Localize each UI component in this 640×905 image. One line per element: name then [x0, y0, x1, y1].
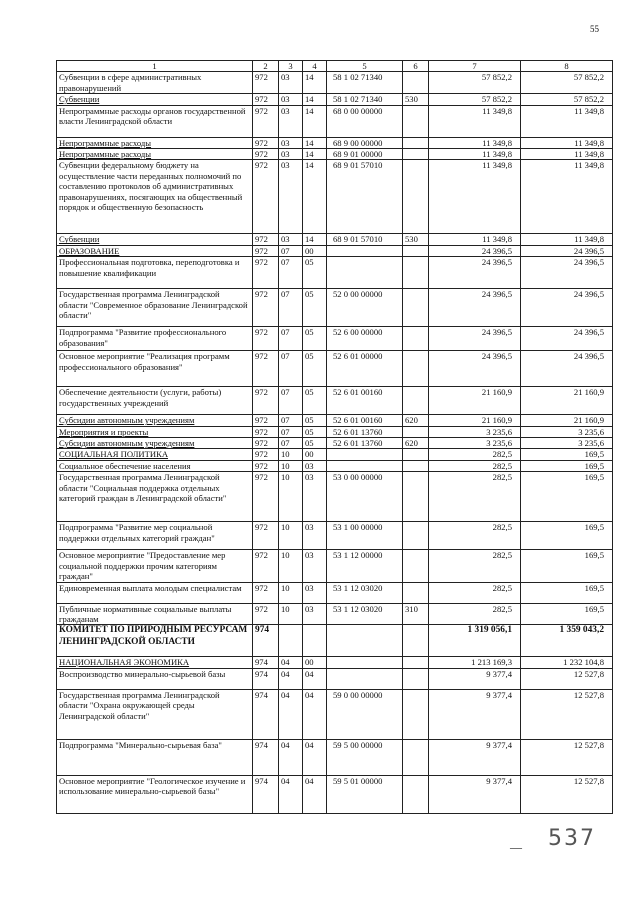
row-value-cell: 57 852,2 [521, 94, 613, 105]
row-value-cell [403, 550, 429, 582]
row-value-cell: 14 [303, 149, 327, 160]
table-row [57, 657, 613, 668]
row-value-cell: 03 [279, 234, 303, 245]
row-value-cell: 07 [279, 327, 303, 351]
row-value-cell [327, 668, 403, 689]
row-value-cell [403, 72, 429, 94]
row-value-cell [279, 625, 303, 657]
row-value-cell: 03 [303, 603, 327, 625]
row-value-cell: 03 [303, 550, 327, 582]
row-value-cell: 1 359 043,2 [521, 625, 613, 657]
row-value-cell: 11 349,8 [429, 105, 521, 137]
row-value-cell: 59 5 01 00000 [327, 775, 403, 813]
row-value-cell: 11 349,8 [521, 105, 613, 137]
row-value-cell: 24 396,5 [429, 245, 521, 256]
row-value-cell: 10 [279, 449, 303, 460]
row-value-cell: 11 349,8 [521, 234, 613, 245]
row-name-text: ОБРАЗОВАНИЕ [59, 245, 120, 256]
row-value-cell: 3 235,6 [521, 426, 613, 437]
row-value-cell: 12 527,8 [521, 775, 613, 813]
row-value-cell: 24 396,5 [521, 351, 613, 387]
row-value-cell [403, 689, 429, 739]
row-value-cell: 14 [303, 137, 327, 148]
row-value-cell: 972 [253, 289, 279, 327]
row-value-cell: 57 852,2 [429, 72, 521, 94]
row-value-cell: 974 [253, 689, 279, 739]
row-value-cell: 972 [253, 72, 279, 94]
row-name-text: Субвенции [59, 234, 100, 245]
table-row [57, 460, 613, 471]
header-cell: 2 [253, 61, 279, 72]
row-value-cell [403, 149, 429, 160]
row-value-cell: 282,5 [429, 472, 521, 522]
row-name-cell: Государственная программа Ленинградской области "Социальная поддержка отдельных категорий граждан в Ленинградской области" [57, 472, 253, 522]
row-value-cell: 21 160,9 [521, 415, 613, 426]
row-value-cell [327, 257, 403, 289]
row-value-cell: 21 160,9 [521, 387, 613, 415]
row-value-cell: 00 [303, 657, 327, 668]
row-value-cell: 974 [253, 775, 279, 813]
table-row [57, 160, 613, 234]
table-row [57, 668, 613, 689]
row-name-cell: Подпрограмма "Развитие мер социальной поддержки отдельных категорий граждан" [57, 522, 253, 550]
row-value-cell: 58 1 02 71340 [327, 72, 403, 94]
row-name-text: Мероприятия и проекты [59, 426, 149, 437]
row-value-cell [327, 625, 403, 657]
row-name-cell: Государственная программа Ленинградской области "Современное образование Ленинградской области" [57, 289, 253, 327]
row-value-cell: 68 0 00 00000 [327, 105, 403, 137]
row-value-cell: 972 [253, 137, 279, 148]
row-value-cell: 11 349,8 [521, 149, 613, 160]
row-value-cell: 10 [279, 582, 303, 603]
row-value-cell: 169,5 [521, 460, 613, 471]
row-value-cell: 974 [253, 657, 279, 668]
row-value-cell: 310 [403, 603, 429, 625]
row-value-cell: 3 235,6 [521, 438, 613, 449]
row-value-cell: 974 [253, 625, 279, 657]
row-value-cell: 972 [253, 438, 279, 449]
row-value-cell [403, 657, 429, 668]
row-name-cell: Основное мероприятие "Реализация программ профессионального образования" [57, 351, 253, 387]
row-value-cell: 53 0 00 00000 [327, 472, 403, 522]
table-row [57, 415, 613, 426]
table-row [57, 105, 613, 137]
row-name-cell [57, 438, 253, 449]
row-value-cell: 972 [253, 449, 279, 460]
row-value-cell: 620 [403, 415, 429, 426]
row-value-cell: 9 377,4 [429, 739, 521, 775]
header-cell: 7 [429, 61, 521, 72]
row-value-cell [403, 137, 429, 148]
table-row [57, 438, 613, 449]
table-row [57, 257, 613, 289]
row-value-cell: 282,5 [429, 460, 521, 471]
row-value-cell [403, 472, 429, 522]
row-value-cell [403, 449, 429, 460]
row-value-cell: 972 [253, 245, 279, 256]
row-value-cell [403, 245, 429, 256]
row-value-cell: 07 [279, 257, 303, 289]
row-value-cell: 12 527,8 [521, 739, 613, 775]
header-cell: 6 [403, 61, 429, 72]
row-value-cell: 03 [303, 582, 327, 603]
row-value-cell: 11 349,8 [429, 137, 521, 148]
row-name-cell: Непрограммные расходы органов государственной власти Ленинградской области [57, 105, 253, 137]
table-row [57, 522, 613, 550]
header-cell: 4 [303, 61, 327, 72]
row-value-cell [403, 257, 429, 289]
row-value-cell: 972 [253, 426, 279, 437]
table-header-row [57, 61, 613, 72]
row-value-cell [403, 426, 429, 437]
row-value-cell: 169,5 [521, 603, 613, 625]
row-name-text: Непрограммные расходы [59, 137, 152, 148]
table-row [57, 149, 613, 160]
row-value-cell: 530 [403, 234, 429, 245]
row-value-cell: 58 1 02 71340 [327, 94, 403, 105]
row-value-cell: 59 5 00 00000 [327, 739, 403, 775]
row-value-cell: 05 [303, 387, 327, 415]
row-value-cell: 07 [279, 289, 303, 327]
table-row [57, 327, 613, 351]
row-value-cell: 24 396,5 [429, 289, 521, 327]
row-value-cell: 04 [303, 739, 327, 775]
row-value-cell: 04 [303, 689, 327, 739]
row-value-cell: 52 6 01 00000 [327, 351, 403, 387]
row-value-cell: 24 396,5 [521, 257, 613, 289]
row-value-cell: 68 9 00 00000 [327, 137, 403, 148]
row-value-cell: 169,5 [521, 550, 613, 582]
table-row [57, 351, 613, 387]
row-value-cell: 169,5 [521, 472, 613, 522]
row-value-cell: 10 [279, 603, 303, 625]
table-row [57, 550, 613, 582]
row-name-cell: Единовременная выплата молодым специалистам [57, 582, 253, 603]
table-row [57, 472, 613, 522]
row-name-cell [57, 234, 253, 245]
row-value-cell: 3 235,6 [429, 426, 521, 437]
row-value-cell [403, 668, 429, 689]
row-value-cell [403, 327, 429, 351]
row-value-cell: 972 [253, 472, 279, 522]
footer-dash: — [510, 840, 522, 854]
table-row [57, 94, 613, 105]
row-value-cell [403, 105, 429, 137]
table-row [57, 582, 613, 603]
row-value-cell: 68 9 01 57010 [327, 234, 403, 245]
row-value-cell: 10 [279, 550, 303, 582]
row-value-cell [403, 582, 429, 603]
row-value-cell: 3 235,6 [429, 438, 521, 449]
row-name-text: НАЦИОНАЛЬНАЯ ЭКОНОМИКА [59, 657, 190, 668]
header-cell: 8 [521, 61, 613, 72]
row-value-cell: 04 [279, 775, 303, 813]
row-value-cell: 14 [303, 160, 327, 234]
row-value-cell: 05 [303, 426, 327, 437]
row-value-cell: 972 [253, 234, 279, 245]
row-value-cell [403, 522, 429, 550]
row-value-cell: 169,5 [521, 522, 613, 550]
row-value-cell: 03 [303, 472, 327, 522]
row-value-cell: 53 1 00 00000 [327, 522, 403, 550]
row-value-cell [403, 775, 429, 813]
row-value-cell: 03 [303, 522, 327, 550]
row-name-cell [57, 94, 253, 105]
row-value-cell: 11 349,8 [429, 160, 521, 234]
row-value-cell: 03 [279, 160, 303, 234]
row-name-text: Субсидии автономным учреждениям [59, 415, 195, 426]
row-value-cell: 14 [303, 72, 327, 94]
row-value-cell: 1 319 056,1 [429, 625, 521, 657]
row-value-cell: 620 [403, 438, 429, 449]
row-name-cell: Публичные нормативные социальные выплаты гражданам [57, 603, 253, 625]
row-value-cell: 12 527,8 [521, 668, 613, 689]
table-row [57, 426, 613, 437]
row-value-cell: 21 160,9 [429, 415, 521, 426]
row-value-cell: 282,5 [429, 582, 521, 603]
row-name-text: Субсидии автономным учреждениям [59, 438, 195, 449]
row-value-cell: 972 [253, 522, 279, 550]
row-name-cell: КОМИТЕТ ПО ПРИРОДНЫМ РЕСУРСАМ ЛЕНИНГРАДСКОЙ ОБЛАСТИ [57, 625, 253, 657]
row-value-cell: 59 0 00 00000 [327, 689, 403, 739]
row-value-cell: 972 [253, 149, 279, 160]
row-value-cell [327, 657, 403, 668]
footer-stamp: 537 [548, 826, 596, 851]
row-value-cell: 14 [303, 105, 327, 137]
row-value-cell: 972 [253, 415, 279, 426]
row-value-cell: 07 [279, 387, 303, 415]
table-row [57, 625, 613, 657]
row-value-cell [303, 625, 327, 657]
row-value-cell: 05 [303, 438, 327, 449]
row-value-cell: 972 [253, 460, 279, 471]
row-value-cell [403, 160, 429, 234]
row-value-cell [403, 387, 429, 415]
row-value-cell: 282,5 [429, 550, 521, 582]
row-value-cell: 03 [279, 94, 303, 105]
row-value-cell: 169,5 [521, 449, 613, 460]
row-value-cell: 04 [303, 668, 327, 689]
row-name-cell: Основное мероприятие "Предоставление мер социальной поддержки прочим категориям граждан" [57, 550, 253, 582]
row-value-cell: 05 [303, 327, 327, 351]
row-value-cell: 24 396,5 [521, 289, 613, 327]
row-value-cell: 972 [253, 387, 279, 415]
row-value-cell [403, 460, 429, 471]
row-value-cell: 12 527,8 [521, 689, 613, 739]
row-name-cell [57, 426, 253, 437]
row-value-cell: 04 [279, 668, 303, 689]
row-value-cell: 03 [279, 137, 303, 148]
row-name-cell [57, 415, 253, 426]
table-row [57, 387, 613, 415]
row-value-cell: 11 349,8 [521, 160, 613, 234]
row-name-cell: Социальное обеспечение населения [57, 460, 253, 471]
row-value-cell: 972 [253, 603, 279, 625]
row-value-cell: 05 [303, 351, 327, 387]
row-value-cell: 52 6 01 00160 [327, 415, 403, 426]
row-value-cell: 03 [279, 105, 303, 137]
row-value-cell: 9 377,4 [429, 668, 521, 689]
row-value-cell: 10 [279, 460, 303, 471]
row-value-cell: 24 396,5 [429, 351, 521, 387]
row-value-cell: 282,5 [429, 449, 521, 460]
row-value-cell: 282,5 [429, 522, 521, 550]
table-row [57, 137, 613, 148]
header-cell: 3 [279, 61, 303, 72]
row-value-cell: 972 [253, 327, 279, 351]
row-value-cell: 10 [279, 522, 303, 550]
table-row [57, 603, 613, 625]
table-row [57, 449, 613, 460]
row-value-cell: 68 9 01 00000 [327, 149, 403, 160]
row-value-cell: 52 6 01 13760 [327, 426, 403, 437]
row-value-cell: 04 [279, 739, 303, 775]
row-value-cell: 11 349,8 [521, 137, 613, 148]
table-row [57, 689, 613, 739]
page-number: 55 [590, 24, 599, 34]
row-value-cell: 1 213 169,3 [429, 657, 521, 668]
row-value-cell: 52 6 01 13760 [327, 438, 403, 449]
row-value-cell: 07 [279, 426, 303, 437]
table-row [57, 289, 613, 327]
row-value-cell [327, 245, 403, 256]
row-value-cell: 53 1 12 03020 [327, 603, 403, 625]
row-name-cell [57, 149, 253, 160]
row-name-cell: Субвенции федеральному бюджету на осуществление части переданных полномочий по составлению протоколов об административных правонарушениях, посягающих на общественный порядок и общественную безопасность [57, 160, 253, 234]
row-value-cell: 24 396,5 [521, 327, 613, 351]
row-value-cell: 972 [253, 94, 279, 105]
row-value-cell: 972 [253, 105, 279, 137]
row-value-cell: 974 [253, 739, 279, 775]
row-value-cell: 03 [279, 149, 303, 160]
row-value-cell: 530 [403, 94, 429, 105]
row-value-cell: 974 [253, 668, 279, 689]
row-value-cell: 972 [253, 582, 279, 603]
row-value-cell: 14 [303, 94, 327, 105]
row-value-cell: 04 [279, 689, 303, 739]
row-value-cell: 04 [279, 657, 303, 668]
row-value-cell: 24 396,5 [521, 245, 613, 256]
row-value-cell: 14 [303, 234, 327, 245]
row-name-text: Субвенции [59, 94, 100, 105]
row-value-cell: 11 349,8 [429, 234, 521, 245]
header-cell: 5 [327, 61, 403, 72]
header-cell: 1 [57, 61, 253, 72]
row-value-cell: 04 [303, 775, 327, 813]
row-value-cell: 53 1 12 03020 [327, 582, 403, 603]
row-value-cell [327, 460, 403, 471]
table-row [57, 245, 613, 256]
row-value-cell: 10 [279, 472, 303, 522]
row-name-cell: Обеспечение деятельности (услуги, работы) государственных учреждений [57, 387, 253, 415]
row-value-cell: 57 852,2 [429, 94, 521, 105]
row-value-cell [403, 625, 429, 657]
row-name-cell: Подпрограмма "Минерально-сырьевая база" [57, 739, 253, 775]
row-value-cell: 05 [303, 257, 327, 289]
row-value-cell: 24 396,5 [429, 327, 521, 351]
table-row [57, 72, 613, 94]
budget-table [56, 60, 613, 814]
row-value-cell [403, 289, 429, 327]
row-value-cell: 11 349,8 [429, 149, 521, 160]
table-row [57, 739, 613, 775]
row-value-cell [403, 351, 429, 387]
row-value-cell: 972 [253, 351, 279, 387]
row-value-cell: 05 [303, 415, 327, 426]
row-value-cell: 21 160,9 [429, 387, 521, 415]
row-value-cell: 282,5 [429, 603, 521, 625]
row-value-cell: 07 [279, 351, 303, 387]
row-value-cell: 9 377,4 [429, 689, 521, 739]
row-value-cell: 00 [303, 245, 327, 256]
row-name-text: Непрограммные расходы [59, 149, 152, 160]
row-value-cell: 972 [253, 550, 279, 582]
row-value-cell: 07 [279, 438, 303, 449]
row-value-cell: 07 [279, 245, 303, 256]
row-name-cell [57, 449, 253, 460]
table-row [57, 775, 613, 813]
row-value-cell: 03 [279, 72, 303, 94]
row-name-cell: Профессиональная подготовка, переподготовка и повышение квалификации [57, 257, 253, 289]
row-name-cell [57, 137, 253, 148]
row-value-cell: 57 852,2 [521, 72, 613, 94]
row-name-cell [57, 245, 253, 256]
row-value-cell: 03 [303, 460, 327, 471]
row-value-cell: 52 6 00 00000 [327, 327, 403, 351]
row-value-cell: 07 [279, 415, 303, 426]
row-value-cell: 1 232 104,8 [521, 657, 613, 668]
row-value-cell: 52 6 01 00160 [327, 387, 403, 415]
row-value-cell: 53 1 12 00000 [327, 550, 403, 582]
row-value-cell [403, 739, 429, 775]
row-name-cell: Подпрограмма "Развитие профессионального образования" [57, 327, 253, 351]
row-name-cell [57, 657, 253, 668]
row-value-cell: 169,5 [521, 582, 613, 603]
row-name-cell: Государственная программа Ленинградской области "Охрана окружающей среды Ленинградской области" [57, 689, 253, 739]
row-value-cell: 00 [303, 449, 327, 460]
row-name-cell: Основное мероприятие "Геологическое изучение и использование минерально-сырьевой базы" [57, 775, 253, 813]
row-value-cell: 05 [303, 289, 327, 327]
row-value-cell: 68 9 01 57010 [327, 160, 403, 234]
row-value-cell: 52 0 00 00000 [327, 289, 403, 327]
row-value-cell [327, 449, 403, 460]
row-name-cell: Субвенции в сфере административных правонарушений [57, 72, 253, 94]
row-value-cell: 972 [253, 257, 279, 289]
row-value-cell: 972 [253, 160, 279, 234]
row-value-cell: 9 377,4 [429, 775, 521, 813]
table-row [57, 234, 613, 245]
row-value-cell: 24 396,5 [429, 257, 521, 289]
row-name-text: СОЦИАЛЬНАЯ ПОЛИТИКА [59, 449, 169, 460]
row-name-cell: Воспроизводство минерально-сырьевой базы [57, 668, 253, 689]
